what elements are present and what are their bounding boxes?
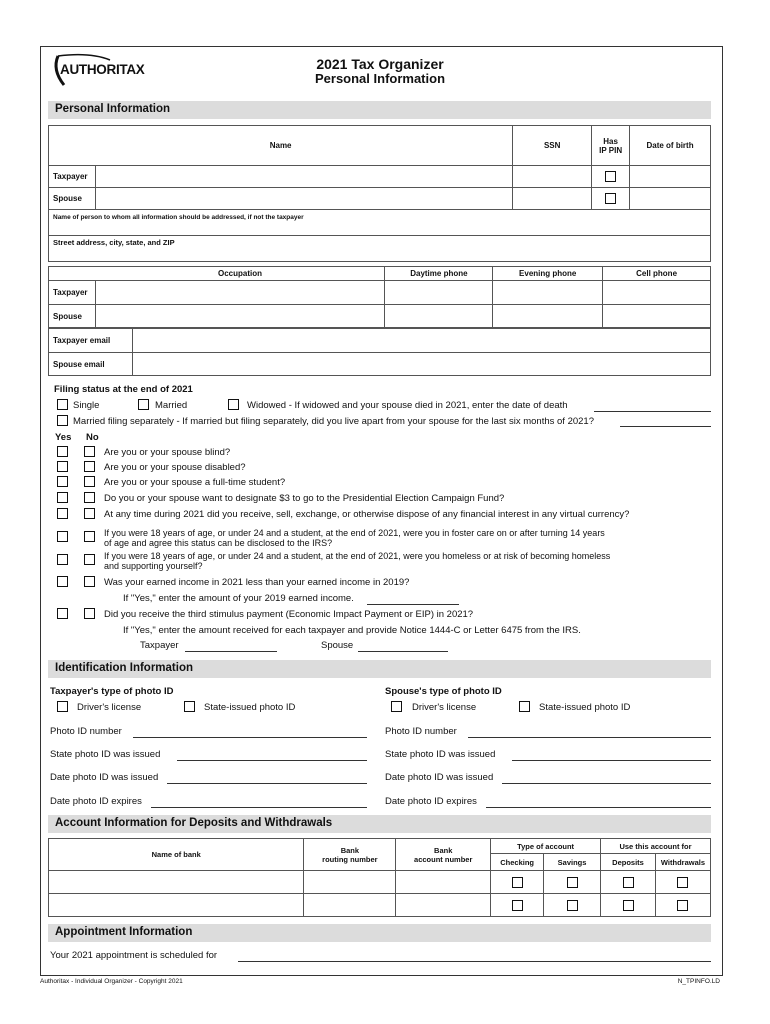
earned-income-2019-field[interactable] xyxy=(367,604,459,605)
filing-status-heading: Filing status at the end of 2021 xyxy=(54,384,193,395)
logo-text: AUTHORITAX xyxy=(60,62,145,77)
q9-taxpayer-amount-field[interactable] xyxy=(185,651,277,652)
q9-followup: If "Yes," enter the amount received for each taxpayer and provide Notice 1444-C or Letter 6475 from the IRS. xyxy=(123,625,581,636)
footer-form-id: N_TPINFO.LD xyxy=(677,978,720,985)
checking-checkbox[interactable] xyxy=(512,900,523,911)
spouse-date-expires-field[interactable] xyxy=(486,807,711,808)
spouse-dob-field[interactable] xyxy=(630,188,711,210)
identification-section-header: Identification Information xyxy=(48,660,711,678)
taxpayer-date-issued-label: Date photo ID was issued xyxy=(50,772,159,783)
taxpayer-photo-id-number-label: Photo ID number xyxy=(50,726,122,737)
taxpayer-cell-phone-field[interactable] xyxy=(603,281,711,305)
taxpayer-date-expires-label: Date photo ID expires xyxy=(50,796,142,807)
col-withdrawals: Withdrawals xyxy=(655,854,710,871)
married-label: Married xyxy=(155,400,188,411)
col-name: Name xyxy=(49,126,513,166)
form-subtitle: Personal Information xyxy=(314,71,446,86)
footer-copyright: Authoritax - Individual Organizer - Copyright 2021 xyxy=(40,978,183,985)
col-daytime-phone: Daytime phone xyxy=(385,267,493,281)
no-column-label: No xyxy=(86,432,99,443)
authoritax-logo xyxy=(50,52,160,88)
bank-name-field[interactable] xyxy=(49,894,304,917)
taxpayer-evening-phone-field[interactable] xyxy=(493,281,603,305)
spouse-ippin-checkbox[interactable] xyxy=(605,193,616,204)
spouse-state-id-label: State-issued photo ID xyxy=(539,702,631,713)
taxpayer-occupation-field[interactable] xyxy=(95,281,384,305)
q9-text: Did you receive the third stimulus payment (Economic Impact Payment or EIP) in 2021? xyxy=(104,609,474,620)
spouse-occupation-field[interactable] xyxy=(95,305,384,328)
spouse-name-field[interactable] xyxy=(95,188,512,210)
q8-text: Was your earned income in 2021 less than your earned income in 2019? xyxy=(104,577,410,588)
row-spouse-label: Spouse xyxy=(49,305,96,328)
taxpayer-state-issued-field[interactable] xyxy=(177,760,367,761)
spouse-photo-id-number-label: Photo ID number xyxy=(385,726,457,737)
spouse-state-id-checkbox[interactable] xyxy=(519,701,530,712)
q4-yes-checkbox[interactable] xyxy=(57,492,68,503)
routing-number-field[interactable] xyxy=(304,871,396,894)
q7-no-checkbox[interactable] xyxy=(84,554,95,565)
form-title: 2021 Tax Organizer xyxy=(316,56,444,72)
taxpayer-email-field[interactable] xyxy=(132,329,710,353)
spouse-state-issued-field[interactable] xyxy=(512,760,711,761)
q2-yes-checkbox[interactable] xyxy=(57,461,68,472)
col-cell-phone: Cell phone xyxy=(603,267,711,281)
taxpayer-date-expires-field[interactable] xyxy=(151,807,367,808)
taxpayer-ippin-checkbox[interactable] xyxy=(605,171,616,182)
col-occupation: Occupation xyxy=(95,267,384,281)
table-row xyxy=(49,894,711,917)
taxpayer-state-id-checkbox[interactable] xyxy=(184,701,195,712)
col-account-number: Bank account number xyxy=(396,839,491,871)
q7-yes-checkbox[interactable] xyxy=(57,554,68,565)
spouse-ssn-field[interactable] xyxy=(513,188,592,210)
account-number-field[interactable] xyxy=(396,894,491,917)
personal-info-section-header: Personal Information xyxy=(48,101,711,119)
personal-email-table xyxy=(48,328,711,376)
q9-no-checkbox[interactable] xyxy=(84,608,95,619)
q9-taxpayer-label: Taxpayer xyxy=(140,640,179,651)
q2-no-checkbox[interactable] xyxy=(84,461,95,472)
q1-no-checkbox[interactable] xyxy=(84,446,95,457)
spouse-evening-phone-field[interactable] xyxy=(493,305,603,328)
spouse-daytime-phone-field[interactable] xyxy=(385,305,493,328)
spouse-date-expires-label: Date photo ID expires xyxy=(385,796,477,807)
taxpayer-email-label: Taxpayer email xyxy=(49,329,133,353)
col-type-of-account: Type of account xyxy=(491,839,601,854)
withdrawals-checkbox[interactable] xyxy=(677,877,688,888)
account-table xyxy=(48,838,711,917)
taxpayer-date-issued-field[interactable] xyxy=(167,783,367,784)
col-checking: Checking xyxy=(491,854,544,871)
q6-no-checkbox[interactable] xyxy=(84,531,95,542)
taxpayer-drivers-license-checkbox[interactable] xyxy=(57,701,68,712)
col-savings: Savings xyxy=(544,854,601,871)
q9-yes-checkbox[interactable] xyxy=(57,608,68,619)
spouse-state-issued-label: State photo ID was issued xyxy=(385,749,496,760)
q6-text-line2: of age and agree this status can be disclosed to the IRS? xyxy=(104,538,333,548)
mfs-answer-field[interactable] xyxy=(620,426,711,427)
taxpayer-drivers-license-label: Driver's license xyxy=(77,702,142,713)
col-bank-name: Name of bank xyxy=(49,839,304,871)
row-spouse-label: Spouse xyxy=(49,188,96,210)
married-checkbox[interactable] xyxy=(138,399,149,410)
col-use-account-for: Use this account for xyxy=(601,839,711,854)
q8-followup: If "Yes," enter the amount of your 2019 earned income. xyxy=(123,593,354,604)
mfs-label: Married filing separately - If married but filing separately, did you live apart from your spouse for the last six months of 2021? xyxy=(73,416,594,427)
account-section-header: Account Information for Deposits and Withdrawals xyxy=(48,815,711,833)
q8-no-checkbox[interactable] xyxy=(84,576,95,587)
table-row xyxy=(49,871,711,894)
q3-yes-checkbox[interactable] xyxy=(57,476,68,487)
q6-yes-checkbox[interactable] xyxy=(57,531,68,542)
q1-yes-checkbox[interactable] xyxy=(57,446,68,457)
addressee-field[interactable]: Name of person to whom all information should be addressed, if not the taxpayer xyxy=(49,210,711,236)
taxpayer-photo-id-number-field[interactable] xyxy=(133,737,367,738)
spouse-drivers-license-checkbox[interactable] xyxy=(391,701,402,712)
mfs-checkbox[interactable] xyxy=(57,415,68,426)
q9-spouse-amount-field[interactable] xyxy=(358,651,448,652)
account-number-field[interactable] xyxy=(396,871,491,894)
q7-text-line2: and supporting yourself? xyxy=(104,561,203,571)
col-routing-number: Bank routing number xyxy=(304,839,396,871)
savings-checkbox[interactable] xyxy=(567,900,578,911)
spouse-date-issued-label: Date photo ID was issued xyxy=(385,772,494,783)
taxpayer-state-issued-label: State photo ID was issued xyxy=(50,749,161,760)
appointment-section-header: Appointment Information xyxy=(48,924,711,942)
single-label: Single xyxy=(73,400,100,411)
deposits-checkbox[interactable] xyxy=(623,900,634,911)
widowed-checkbox[interactable] xyxy=(228,399,239,410)
routing-number-field[interactable] xyxy=(304,894,396,917)
col-dob: Date of birth xyxy=(630,126,711,166)
deposits-checkbox[interactable] xyxy=(623,877,634,888)
taxpayer-state-id-label: State-issued photo ID xyxy=(204,702,296,713)
q6-text-line1: If you were 18 years of age, or under 24 and a student, at the end of 2021, were you in foster care on or after turning 14 years xyxy=(104,528,605,538)
q2-text: Are you or your spouse disabled? xyxy=(104,462,246,473)
checking-checkbox[interactable] xyxy=(512,877,523,888)
col-deposits: Deposits xyxy=(601,854,656,871)
col-ip-pin: Has IP PIN xyxy=(592,126,630,166)
q4-text: Do you or your spouse want to designate $3 to go to the Presidential Election Campaign Fund? xyxy=(104,493,505,504)
spouse-cell-phone-field[interactable] xyxy=(603,305,711,328)
q1-text: Are you or your spouse blind? xyxy=(104,447,231,458)
q5-yes-checkbox[interactable] xyxy=(57,508,68,519)
row-taxpayer-label: Taxpayer xyxy=(49,166,96,188)
col-evening-phone: Evening phone xyxy=(493,267,603,281)
taxpayer-dob-field[interactable] xyxy=(630,166,711,188)
spouse-photo-id-number-field[interactable] xyxy=(468,737,711,738)
q3-no-checkbox[interactable] xyxy=(84,476,95,487)
col-ssn: SSN xyxy=(513,126,592,166)
q9-spouse-label: Spouse xyxy=(321,640,354,651)
q8-yes-checkbox[interactable] xyxy=(57,576,68,587)
spouse-photo-id-heading: Spouse's type of photo ID xyxy=(385,686,502,697)
taxpayer-photo-id-heading: Taxpayer's type of photo ID xyxy=(50,686,174,697)
taxpayer-daytime-phone-field[interactable] xyxy=(385,281,493,305)
spouse-email-field[interactable] xyxy=(132,353,710,376)
q3-text: Are you or your spouse a full-time student? xyxy=(104,477,286,488)
row-taxpayer-label: Taxpayer xyxy=(49,281,96,305)
spouse-email-label: Spouse email xyxy=(49,353,133,376)
taxpayer-name-field[interactable] xyxy=(95,166,512,188)
q4-no-checkbox[interactable] xyxy=(84,492,95,503)
widowed-label: Widowed - If widowed and your spouse died in 2021, enter the date of death xyxy=(247,400,568,411)
withdrawals-checkbox[interactable] xyxy=(677,900,688,911)
q5-text: At any time during 2021 did you receive, sell, exchange, or otherwise dispose of any financial interest in any virtual currency? xyxy=(104,509,630,520)
q5-no-checkbox[interactable] xyxy=(84,508,95,519)
appointment-field[interactable] xyxy=(238,961,711,962)
single-checkbox[interactable] xyxy=(57,399,68,410)
date-of-death-field[interactable] xyxy=(594,411,711,412)
yes-column-label: Yes xyxy=(55,432,72,443)
address-field[interactable]: Street address, city, state, and ZIP xyxy=(49,236,711,262)
personal-phone-table xyxy=(48,266,711,328)
bank-name-field[interactable] xyxy=(49,871,304,894)
appointment-label: Your 2021 appointment is scheduled for xyxy=(50,950,218,961)
savings-checkbox[interactable] xyxy=(567,877,578,888)
spouse-drivers-license-label: Driver's license xyxy=(412,702,477,713)
taxpayer-ssn-field[interactable] xyxy=(513,166,592,188)
q7-text-line1: If you were 18 years of age, or under 24 and a student, at the end of 2021, were you homeless or at risk of becoming homeless xyxy=(104,551,611,561)
spouse-date-issued-field[interactable] xyxy=(502,783,711,784)
personal-name-table xyxy=(48,125,711,262)
